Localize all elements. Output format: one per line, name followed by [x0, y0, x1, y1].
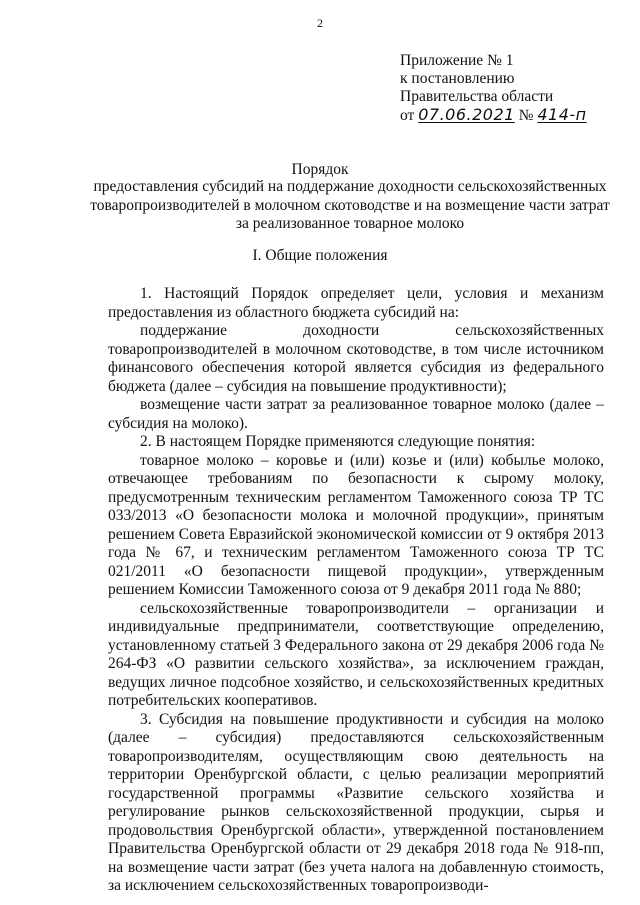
paragraph: 2. В настоящем Порядке применяются следующие понятия:: [140, 433, 536, 450]
paragraph: поддержание доходности сельскохозяйственных товаропроизводителей в молочном скотоводстве, в том числе источником финансового обеспечения которой является субсидия из федерального бюджета (далее – субсидия на повышение продуктивности);: [108, 322, 604, 395]
paragraph: 1. Настоящий Порядок определяет цели, условия и механизм предоставления из областного бюджета субсидий на:: [108, 285, 604, 321]
document-subtitle: предоставления субсидий на поддержание доходности сельскохозяйственных товаропроизводителей в молочном скотоводстве и на возмещение части затрат за реализованное товарное молоко: [90, 178, 610, 232]
annex-title: Приложение № 1: [400, 52, 514, 69]
date-prefix: от: [400, 107, 415, 124]
annex-line-government: Правительства области: [400, 88, 554, 105]
number-prefix: №: [518, 107, 534, 124]
document-body: [108, 285, 604, 896]
paragraph: товарное молоко – коровье и (или) козье и (или) кобылье молоко, отвечающее требованиям по безопасности к сырому молоку, предусмотренным техническим регламентом Таможенного союза ТР ТС 033/2013 «О безопасности молока и молочной продукции», принятым решением Совета Евразийской экономической комиссии от 9 октября 2013 года № 67, и техническим регламентом Таможенного союза ТР ТС 021/2011 «О безопасности пищевой продукции», утвержденным решением Комиссии Таможенного союза от 9 декабря 2011 года № 880;: [108, 451, 604, 598]
section-heading: I. Общие положения: [252, 247, 388, 264]
annex-block: [400, 52, 587, 125]
paragraph: сельскохозяйственные товаропроизводители – организации и индивидуальные предприниматели, соответствующие определению, установленному статьей 3 Федерального закона от 29 декабря 2006 года № 264-ФЗ «О развитии сельского хозяйства», за исключением граждан, ведущих личное подсобное хозяйство, и сельскохозяйственных кредитных потребительских кооперативов.: [108, 599, 604, 709]
paragraph: возмещение части затрат за реализованное товарное молоко (далее – субсидия на молоко).: [108, 396, 604, 432]
handwritten-number: 414-п: [537, 105, 587, 124]
annex-date-line: [400, 106, 587, 125]
handwritten-date: 07.06.2021: [418, 105, 515, 124]
annex-line-resolution: к постановлению: [400, 70, 515, 87]
document-title: Порядок: [291, 161, 349, 178]
paragraph: 3. Субсидия на повышение продуктивности и субсидия на молоко (далее – субсидия) предоставляются сельскохозяйственным товаропроизводителям, осуществляющим свою деятельность на территории Оренбургской области, с целью реализации мероприятий государственной программы «Развитие сельского хозяйства и регулирование рынков сельскохозяйственной продукции, сырья и продовольствия Оренбургской области», утвержденной постановлением Правительства Оренбургской области от 29 декабря 2018 года № 918-пп, на возмещение части затрат (без учета налога на добавленную стоимость, за исключением сельскохозяйственных товаропроизводи-: [108, 710, 604, 894]
page-number: 2: [317, 16, 323, 30]
